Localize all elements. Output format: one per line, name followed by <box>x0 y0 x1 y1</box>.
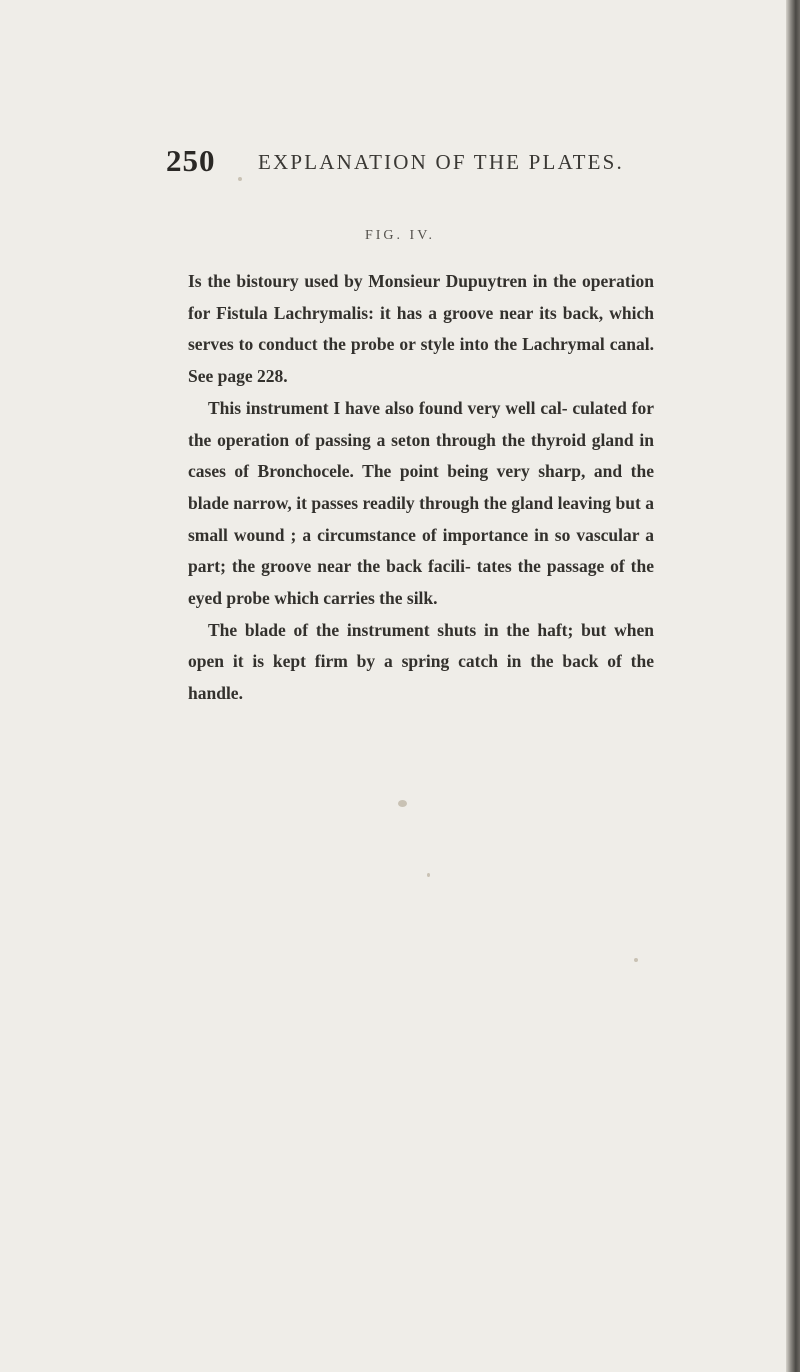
paper-speck <box>634 958 638 962</box>
paper-speck <box>398 800 407 807</box>
paper-speck <box>238 177 242 181</box>
running-title: EXPLANATION OF THE PLATES. <box>258 150 624 174</box>
paper-speck <box>427 873 430 877</box>
binding-edge <box>786 0 800 1372</box>
body-text <box>188 266 654 710</box>
paragraph: Is the bistoury used by Monsieur Dupuytren in the operation for Fistula Lachrymalis: it has a groove near its back, which serves to conduct the probe or style into the Lachrymal canal. See page 228. <box>188 271 654 387</box>
figure-label: FIG. IV. <box>364 228 436 243</box>
paragraph: The blade of the instrument shuts in the haft; but when open it is kept firm by a spring catch in the back of the handle. <box>188 619 654 704</box>
page-number: 250 <box>166 143 216 178</box>
paragraph: This instrument I have also found very well cal- culated for the operation of passing a seton through the thyroid gland in cases of Bronchocele. The point being very sharp, and the blade narrow, it passes readily through the gland leaving but a small wound ; a circumstance of importance in so vascular a part; the groove near the back facili- tates the passage of the eyed probe which carries the silk. <box>188 397 654 609</box>
